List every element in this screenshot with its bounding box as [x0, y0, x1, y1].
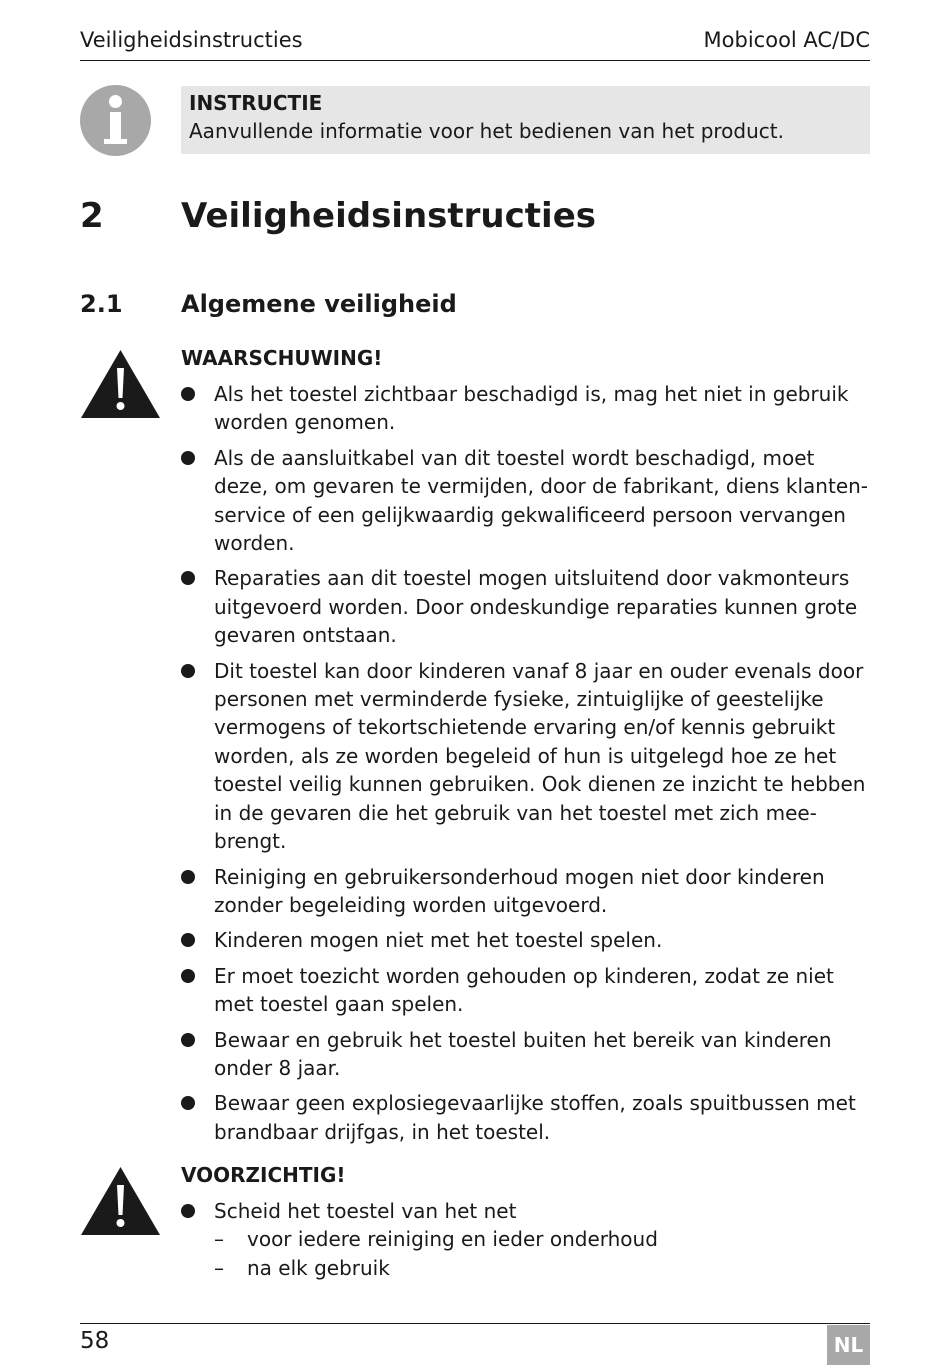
sublist-item: – na elk gebruik [214, 1255, 390, 1280]
sublist-item: – voor iedere reiniging en ieder onderhoud [214, 1227, 658, 1252]
note-text: Aanvullende informatie voor het bedienen van het product. [189, 119, 784, 143]
header-chapter-title: Veiligheidsinstructies [80, 28, 303, 52]
list-item: Kinderen mogen niet met het toestel spelen. [181, 926, 870, 954]
list-item: Reparaties aan dit toestel mogen uitsluitend door vakmonteurs uitgevoerd worden. Door ondeskundige reparaties kunnen grote gevaren ontstaan. [181, 564, 870, 649]
bullet-icon [181, 969, 195, 983]
warning-triangle-icon [80, 348, 161, 420]
section-title: Veiligheidsinstructies [181, 196, 596, 236]
bullet-icon [181, 1096, 195, 1110]
bullet-icon [181, 933, 195, 947]
header-product-name: Mobicool AC/DC [703, 28, 870, 52]
bullet-icon [181, 571, 195, 585]
language-badge: NL [827, 1325, 870, 1365]
list-item: Reiniging en gebruikersonderhoud mogen niet door kinderen zonder begeleiding worden uitgevoerd. [181, 863, 870, 920]
bullet-icon [181, 664, 195, 678]
list-item: Er moet toezicht worden gehouden op kinderen, zodat ze niet met toestel gaan spelen. [181, 962, 870, 1019]
subsection-number: 2.1 [80, 290, 123, 318]
bullet-icon [181, 387, 195, 401]
bullet-icon [181, 1033, 195, 1047]
list-item: Als het toestel zichtbaar beschadigd is, mag het niet in gebruik worden genomen. [181, 380, 870, 437]
caution-sublist [214, 1225, 870, 1282]
list-item: Dit toestel kan door kinderen vanaf 8 jaar en ouder evenals door personen met verminderde fysieke, zintuiglijke of geestelijke vermogens of tekortschietende ervaring en/of kennis gebruikt worden, als ze worden begeleid of hun is uitgelegd hoe ze het toestel veilig kunnen gebruiken. Ook dienen ze inzicht te hebben in de gevaren die het gebruik van het toestel met zich mee-brengt. [181, 657, 870, 856]
list-item: Bewaar en gebruik het toestel buiten het bereik van kinderen onder 8 jaar. [181, 1026, 870, 1083]
warning-triangle-icon [80, 1165, 161, 1237]
caution-label: VOORZICHTIG! [181, 1163, 346, 1187]
note-title: INSTRUCTIE [189, 91, 323, 115]
warning-label: WAARSCHUWING! [181, 346, 383, 370]
caution-list [181, 1197, 870, 1289]
page-number: 58 [80, 1328, 110, 1354]
section-number: 2 [80, 196, 104, 236]
list-item: Bewaar geen explosiegevaarlijke stoffen, zoals spuitbussen met brandbaar drijfgas, in het toestel. [181, 1089, 870, 1146]
instruction-note-box [181, 86, 870, 154]
page-header [80, 28, 870, 61]
bullet-icon [181, 1204, 195, 1218]
subsection-title: Algemene veiligheid [181, 290, 457, 318]
bullet-icon [181, 870, 195, 884]
bullet-icon [181, 451, 195, 465]
footer-divider [80, 1323, 870, 1324]
list-item: Scheid het toestel van het net – voor iedere reiniging en ieder onderhoud – na elk gebruik [181, 1197, 870, 1282]
info-icon [80, 85, 151, 156]
list-item: Als de aansluitkabel van dit toestel wordt beschadigd, moet deze, om gevaren te vermijden, door de fabrikant, diens klanten-service of een gelijkwaardig gekwalificeerd persoon vervangen worden. [181, 444, 870, 558]
warning-list [181, 380, 870, 1153]
